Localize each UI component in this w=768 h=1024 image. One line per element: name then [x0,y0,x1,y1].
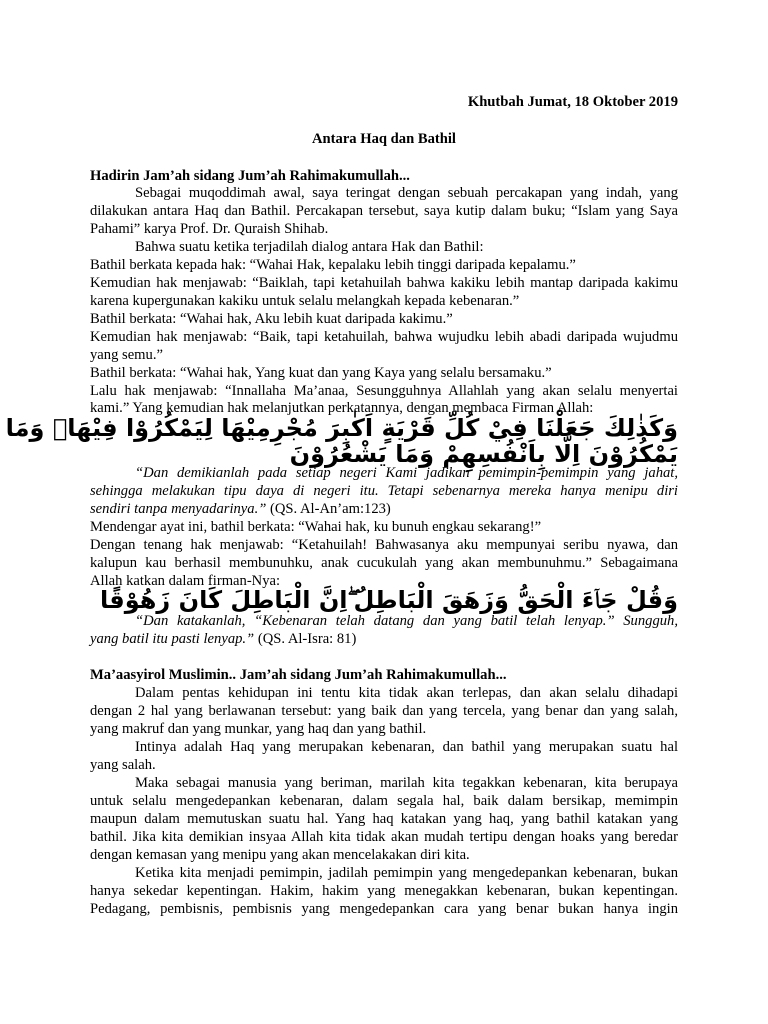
dialog-line: kalupun kau berhasil membunuhku, anak cucukulah yang akan membunuhmu.” Sebagaimana [90,555,678,571]
dialog-line: Mendengar ayat ini, bathil berkata: “Wahai hak, ku bunuh engkau sekarang!” [90,519,542,535]
translation-text: yang batil itu pasti lenyap.” [90,631,255,647]
dialog-line: Kemudian hak menjawab: “Baik, tapi ketahuilah, bahwa wujudku lebih abadi daripada wujudmu [90,329,678,345]
translation-line [90,500,678,518]
paragraph-line: Maka sebagai manusia yang beriman, marilah kita tegakkan kebenaran, kita berupaya [135,775,678,791]
greeting-heading: Hadirin Jam’ah sidang Jum’ah Rahimakumullah... [90,168,410,184]
dialog-line: Kemudian hak menjawab: “Baiklah, tapi ketahuilah bahwa kakiku lebih mantap daripada kakimu [90,275,678,291]
paragraph-line: maupun dalam memutuskan suatu hal. Yang haq katakan yang haq, yang bathil katakan yang [90,811,678,827]
paragraph-line: dengan kemasan yang menipu yang akan mencelakakan diri kita. [90,847,470,863]
verse-reference: (QS. Al-Isra: 81) [254,631,357,647]
dialog-line: Bathil berkata kepada hak: “Wahai Hak, kepalaku lebih tinggi daripada kepalamu.” [90,257,576,273]
paragraph-line: bathil. Jika kita demikian insyaa Allah kita tidak akan mudah tertipu dengan hoaks yang beredar [90,829,678,845]
translation-line: “Dan katakanlah, “Kebenaran telah datang dan yang batil telah lenyap.” Sungguh, [135,613,678,629]
sermon-title: Antara Haq dan Bathil [312,131,456,147]
dialog-line: Dengan tenang hak menjawab: “Ketahuilah! Bahwasanya aku mempunyai seribu nyawa, dan [90,537,678,553]
translation-text: sendiri tanpa menyadarinya.” [90,501,267,517]
paragraph-line: hanya sekedar kepentingan. Hakim, hakim yang menegakkan kebenaran, bukan kepentingan. [90,883,678,899]
paragraph-line: Dalam pentas kehidupan ini tentu kita tidak akan terlepas, dan akan selalu dihadapi [135,685,678,701]
dialog-line: yang semu.” [90,347,163,363]
dialog-line: Lalu hak menjawab: “Innallaha Ma’anaa, Sesungguhnya Allahlah yang akan selalu menyertai [90,383,678,399]
paragraph-line: Ketika kita menjadi pemimpin, jadilah pemimpin yang mengedepankan kebenaran, bukan [135,865,678,881]
arabic-verse-line: وَقُلْ جَاۤءَ الْحَقُّ وَزَهَقَ الْبَاطِلُ ۖاِنَّ الْبَاطِلَ كَانَ زَهُوْقًا [100,586,678,614]
dialog-line: karena kupergunakan kakiku untuk selalu melangkah kepada kebenaran.” [90,293,520,309]
dialog-line: Bathil berkata: “Wahai hak, Yang kuat dan yang Kaya yang selalu bersamaku.” [90,365,552,381]
translation-line [90,630,678,648]
translation-line: sehingga melakukan tipu daya di negeri itu. Tetapi sebenarnya mereka hanya menipu diri [90,483,678,499]
section-heading: Ma’aasyirol Muslimin.. Jam’ah sidang Jum’ah Rahimakumullah... [90,667,507,683]
verse-reference: (QS. Al-An’am:123) [266,501,391,517]
translation-line: “Dan demikianlah pada setiap negeri Kami jadikan pemimpin-pemimpin yang jahat, [135,465,678,481]
dialog-line: kami.” Yang kemudian hak melanjutkan perkatannya, dengan membaca Firman Allah: [90,400,594,416]
dialog-line: Bathil berkata: “Wahai hak, Aku lebih kuat daripada kakimu.” [90,311,453,327]
dialog-line: Allah katkan dalam firman-Nya: [90,573,281,589]
date-line: Khutbah Jumat, 18 Oktober 2019 [467,94,678,110]
paragraph-line: Pedagang, pembisnis, pembisnis yang mengedepankan cara yang benar bukan hanya ingin [90,901,678,917]
paragraph-line: dengan 2 hal yang berlawanan tersebut: yang baik dan yang tercela, yang benar dan yang salah, [90,703,678,719]
arabic-verse-line: يَمْكُرُوْنَ اِلَّا بِاَنْفُسِهِمْ وَمَا يَشْعُرُوْنَ [289,440,678,468]
paragraph-line: yang makruf dan yang munkar, yang haq dan yang bathil. [90,721,427,737]
paragraph-line: Intinya adalah Haq yang merupakan kebenaran, dan bathil yang merupakan suatu hal [135,739,678,755]
paragraph-line: Pahami” karya Prof. Dr. Quraish Shihab. [90,221,329,237]
paragraph-line: dilakukan antara Haq dan Bathil. Percakapan tersebut, saya kutip dalam buku; “Islam yang Saya [90,203,678,219]
arabic-verse-line: وَكَذٰلِكَ جَعَلْنَا فِيْ كُلِّ قَرْيَةٍ اَكٰبِرَ مُجْرِمِيْهَا لِيَمْكُرُوْا فِيْهَاۗ وَمَا [5,414,678,442]
paragraph-line: yang salah. [90,757,156,773]
paragraph-line: Sebagai muqoddimah awal, saya teringat dengan sebuah percakapan yang indah, yang [135,185,678,201]
paragraph-line: untuk selalu mengedepankan kebenaran, dalam segala hal, baik dalam bersikap, memimpin [90,793,678,809]
paragraph-line: Bahwa suatu ketika terjadilah dialog antara Hak dan Bathil: [135,239,484,255]
